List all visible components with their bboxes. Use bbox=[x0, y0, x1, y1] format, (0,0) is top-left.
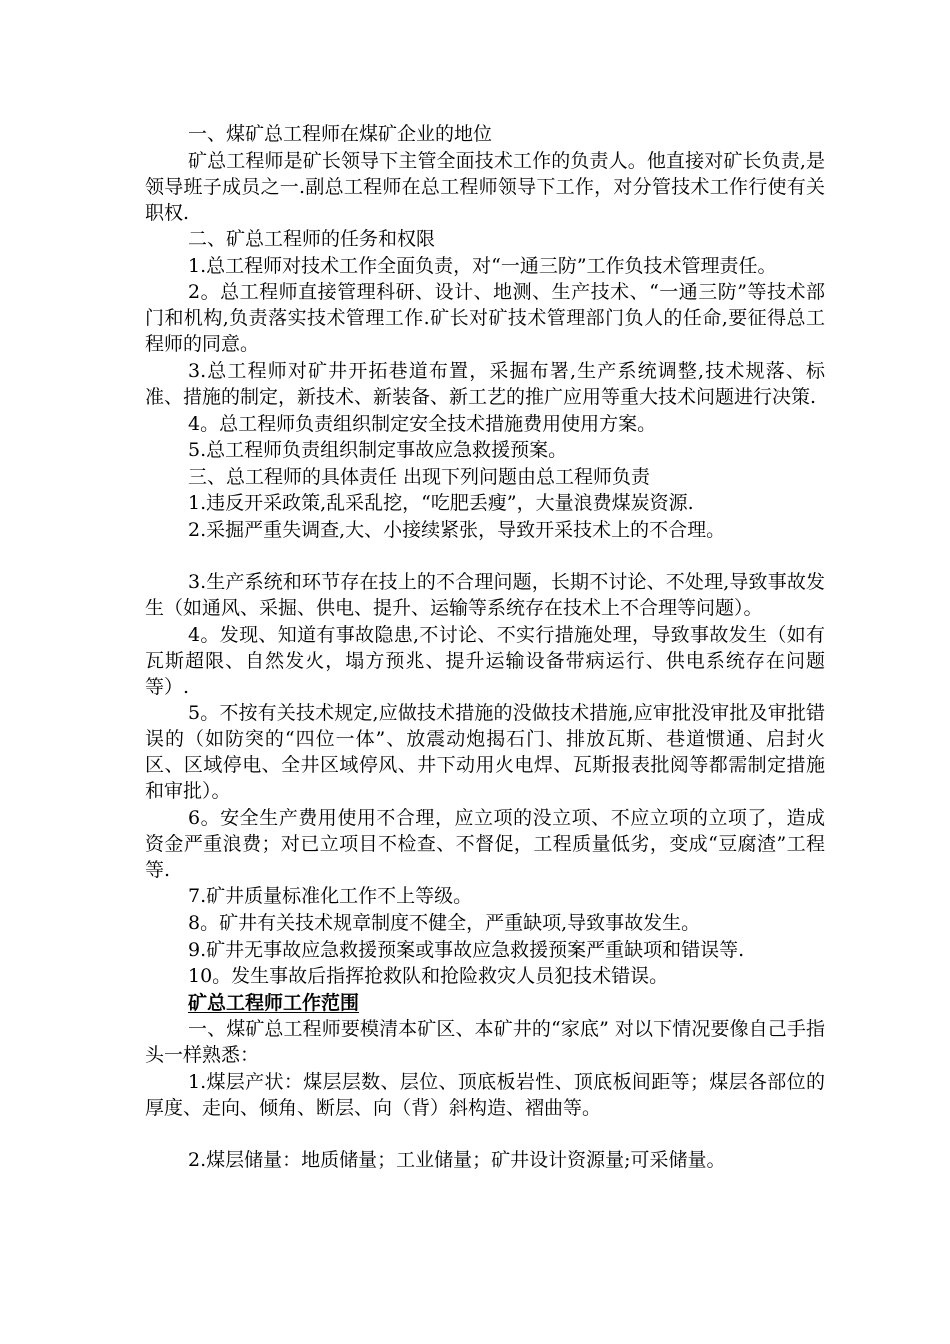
section-heading-know-mine: 一、煤矿总工程师要模清本矿区、本矿井的“家底” 对以下情况要像自己手指头一样熟悉： bbox=[145, 1018, 825, 1067]
list-item-task-3: 3.总工程师对矿井开拓巷道布置，采掘布署,生产系统调整,技术规落、标准、措施的制定，新技术、新装备、新工艺的推广应用等重大技术问题进行决策. bbox=[145, 359, 825, 408]
list-item-responsibility-2: 2.采掘严重失调查,大、小接续紧张，导致开采技术上的不合理。 bbox=[188, 518, 726, 541]
section-title-work-scope: 矿总工程师工作范围 bbox=[188, 991, 360, 1014]
list-item-task-5: 5.总工程师负责组织制定事故应急救援预案。 bbox=[188, 439, 568, 462]
list-item-scope-1: 1.煤层产状：煤层层数、层位、顶底板岩性、顶底板间距等；煤层各部位的厚度、走向、倾角、断层、向（背）斜构造、褶曲等。 bbox=[145, 1070, 825, 1119]
list-item-responsibility-7: 7.矿井质量标准化工作不上等级。 bbox=[188, 885, 473, 908]
section-heading-responsibility: 三、总工程师的具体责任 出现下列问题由总工程师负责 bbox=[188, 465, 651, 488]
list-item-task-1: 1.总工程师对技术工作全面负责，对“一通三防”工作负技术管理责任。 bbox=[188, 254, 777, 277]
list-item-task-2: 2。总工程师直接管理科研、设计、地测、生产技术、“一通三防”等技术部门和机构,负责落实技术管理工作.矿长对矿技术管理部门负人的任命,要征得总工程师的同意。 bbox=[145, 281, 825, 356]
paragraph-status: 矿总工程师是矿长领导下主管全面技术工作的负责人。他直接对矿长负责,是领导班子成员之一.副总工程师在总工程师领导下工作，对分管技术工作行使有关职权. bbox=[145, 149, 825, 224]
list-item-responsibility-1: 1.违反开采政策,乱采乱挖，“吃肥丢瘦”，大量浪费煤炭资源. bbox=[188, 492, 694, 515]
list-item-responsibility-4: 4。发现、知道有事故隐患,不讨论、不实行措施处理，导致事故发生（如有瓦斯超限、自然发火，塌方预兆、提升运输设备带病运行、供电系统存在问题等）. bbox=[145, 623, 825, 698]
list-item-scope-2: 2.煤层储量：地质储量；工业储量；矿井设计资源量;可采储量。 bbox=[188, 1148, 726, 1171]
section-heading-status: 一、煤矿总工程师在煤矿企业的地位 bbox=[188, 123, 493, 145]
list-item-responsibility-5: 5。不按有关技术规定,应做技术措施的没做技术措施,应审批没审批及审批错误的（如防突的“四位一体”、放震动炮揭石门、排放瓦斯、巷道惯通、启封火区、区域停电、全井区域停风、井下动用火电焊、瓦斯报表批阅等都需制定措施和审批）。 bbox=[145, 702, 825, 803]
section-heading-tasks: 二、矿总工程师的任务和权限 bbox=[188, 228, 436, 251]
document-body bbox=[145, 121, 825, 1173]
list-item-responsibility-8: 8。矿井有关技术规章制度不健全，严重缺项,导致事故发生。 bbox=[188, 911, 701, 934]
list-item-responsibility-6: 6。安全生产费用使用不合理，应立项的没立项、不应立项的立项了，造成资金严重浪费；对已立项目不检查、不督促，工程质量低劣，变成“豆腐渣”工程等. bbox=[145, 806, 825, 881]
list-item-responsibility-10: 10。发生事故后指挥抢救队和抢险救灾人员犯技术错误。 bbox=[188, 965, 669, 988]
list-item-task-4: 4。总工程师负责组织制定安全技术措施费用使用方案。 bbox=[188, 412, 657, 435]
list-item-responsibility-3: 3.生产系统和环节存在技上的不合理问题，长期不讨论、不处理,导致事故发生（如通风、采掘、供电、提升、运输等系统存在技术上不合理等问题）。 bbox=[145, 570, 825, 619]
blank-line bbox=[145, 543, 825, 569]
blank-line bbox=[145, 1121, 825, 1147]
list-item-responsibility-9: 9.矿井无事故应急救援预案或事故应急救援预案严重缺项和错误等. bbox=[188, 938, 745, 961]
